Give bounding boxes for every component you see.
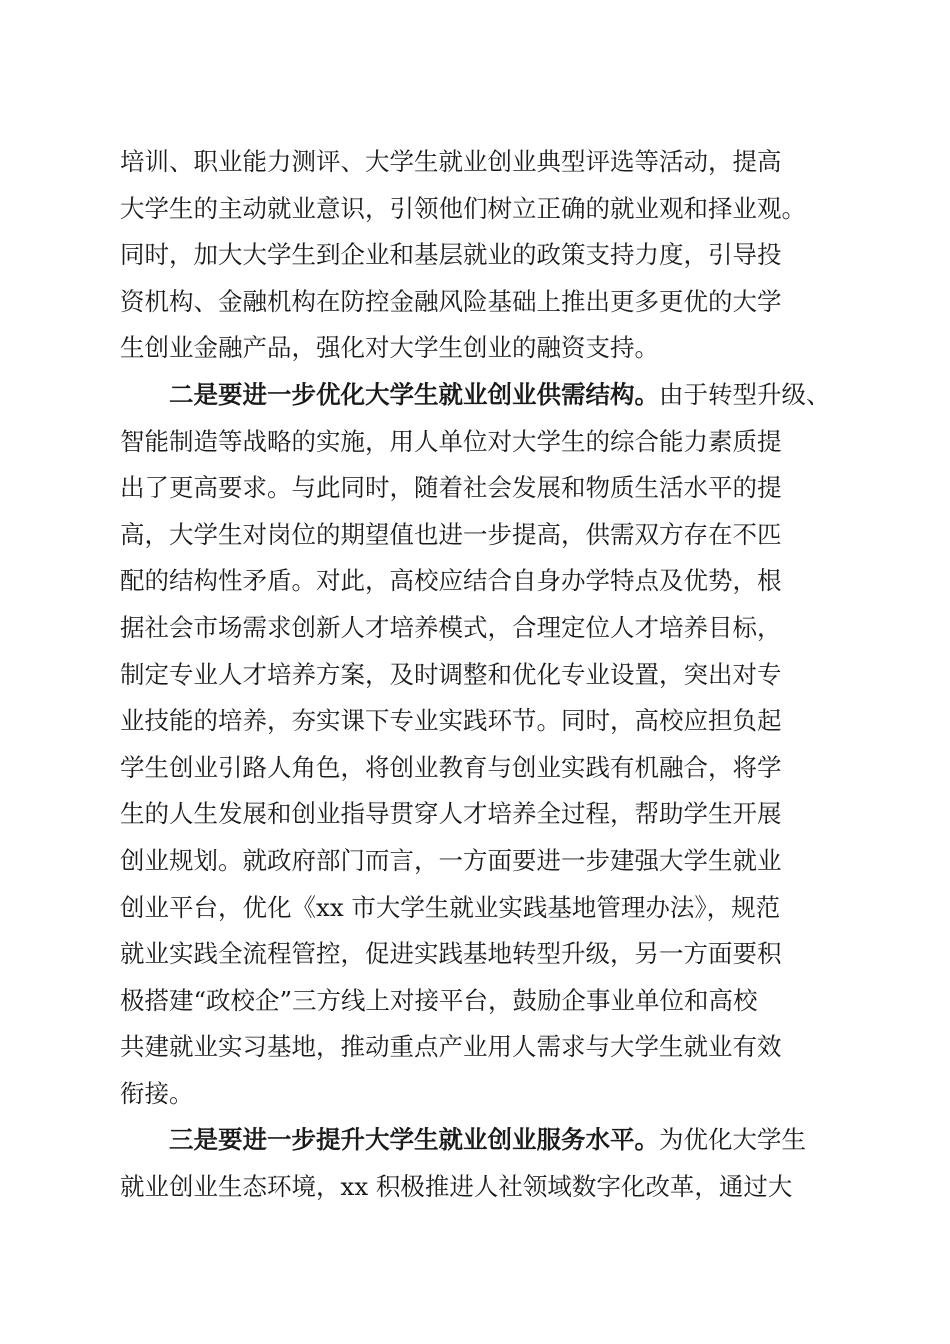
text-line: 生的人生发展和创业指导贯穿人才培养全过程，帮助学生开展 xyxy=(120,799,782,829)
text-line: 创业平台，优化《xx 市大学生就业实践基地管理办法》，规范 xyxy=(120,892,781,922)
text-line: 智能制造等战略的实施，用人单位对大学生的综合能力素质提 xyxy=(120,426,782,456)
text-line: 业技能的培养，夯实课下专业实践环节。同时，高校应担负起 xyxy=(120,706,782,736)
text-line: 衔接。 xyxy=(120,1078,194,1108)
text-fragment: 为优化大学生 xyxy=(659,1125,806,1155)
text-line: 大学生的主动就业意识，引领他们树立正确的就业观和择业观。 xyxy=(120,193,806,223)
text-line: 生创业金融产品，强化对大学生创业的融资支持。 xyxy=(120,333,659,363)
text-line: 创业规划。就政府部门而言，一方面要进一步建强大学生就业 xyxy=(120,845,782,875)
text-line: 配的结构性矛盾。对此，高校应结合自身办学特点及优势，根 xyxy=(120,566,782,596)
text-line: 同时，加大大学生到企业和基层就业的政策支持力度，引导投 xyxy=(120,240,782,270)
paragraph-heading-line xyxy=(120,1117,840,1164)
text-line: 共建就业实习基地，推动重点产业用人需求与大学生就业有效 xyxy=(120,1032,782,1062)
text-line: 就业创业生态环境，xx 积极推进人社领域数字化改革，通过大 xyxy=(120,1172,793,1202)
paragraph-heading: 二是要进一步优化大学生就业创业供需结构。 xyxy=(169,379,659,409)
paragraph-heading-line xyxy=(120,372,840,419)
text-line: 就业实践全流程管控，促进实践基地转型升级，另一方面要积 xyxy=(120,939,782,969)
document-page xyxy=(120,139,840,1211)
text-line: 制定专业人才培养方案，及时调整和优化专业设置，突出对专 xyxy=(120,659,782,689)
text-line: 资机构、金融机构在防控金融风险基础上推出更多更优的大学 xyxy=(120,286,782,316)
text-line: 出了更高要求。与此同时，随着社会发展和物质生活水平的提 xyxy=(120,473,782,503)
text-line: 据社会市场需求创新人才培养模式，合理定位人才培养目标， xyxy=(120,612,782,642)
text-fragment: 由于转型升级、 xyxy=(659,379,831,409)
text-line: 高，大学生对岗位的期望值也进一步提高，供需双方存在不匹 xyxy=(120,519,782,549)
text-line: 学生创业引路人角色，将创业教育与创业实践有机融合，将学 xyxy=(120,752,782,782)
text-line: 极搭建“政校企”三方线上对接平台，鼓励企事业单位和高校 xyxy=(120,985,758,1015)
paragraph-heading: 三是要进一步提升大学生就业创业服务水平。 xyxy=(169,1125,659,1155)
text-line: 培训、职业能力测评、大学生就业创业典型评选等活动，提高 xyxy=(120,147,782,176)
